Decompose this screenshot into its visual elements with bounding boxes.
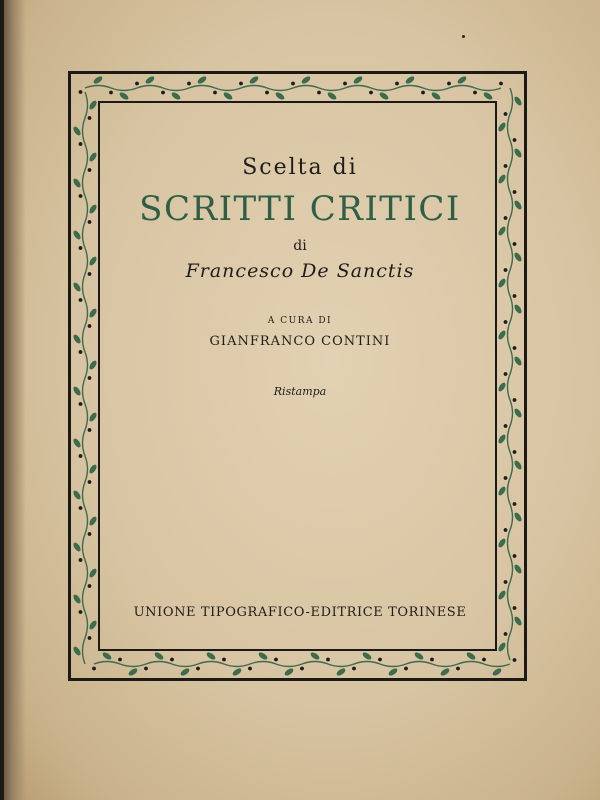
edited-by-label: A CURA DI (267, 316, 333, 326)
title-prefix: Scelta di (242, 155, 358, 180)
by-line: di (293, 238, 307, 254)
book-title: SCRITTI CRITICI (139, 189, 461, 229)
edition-note: Ristampa (273, 385, 327, 398)
author-name: Francesco De Sanctis (185, 260, 415, 282)
editor-name: GIANFRANCO CONTINI (209, 334, 391, 349)
ink-speck (462, 35, 465, 38)
border-inner-rule (98, 101, 497, 651)
publisher-name: UNIONE TIPOGRAFICO-EDITRICE TORINESE (133, 605, 467, 620)
page-gutter-shadow (4, 0, 26, 800)
